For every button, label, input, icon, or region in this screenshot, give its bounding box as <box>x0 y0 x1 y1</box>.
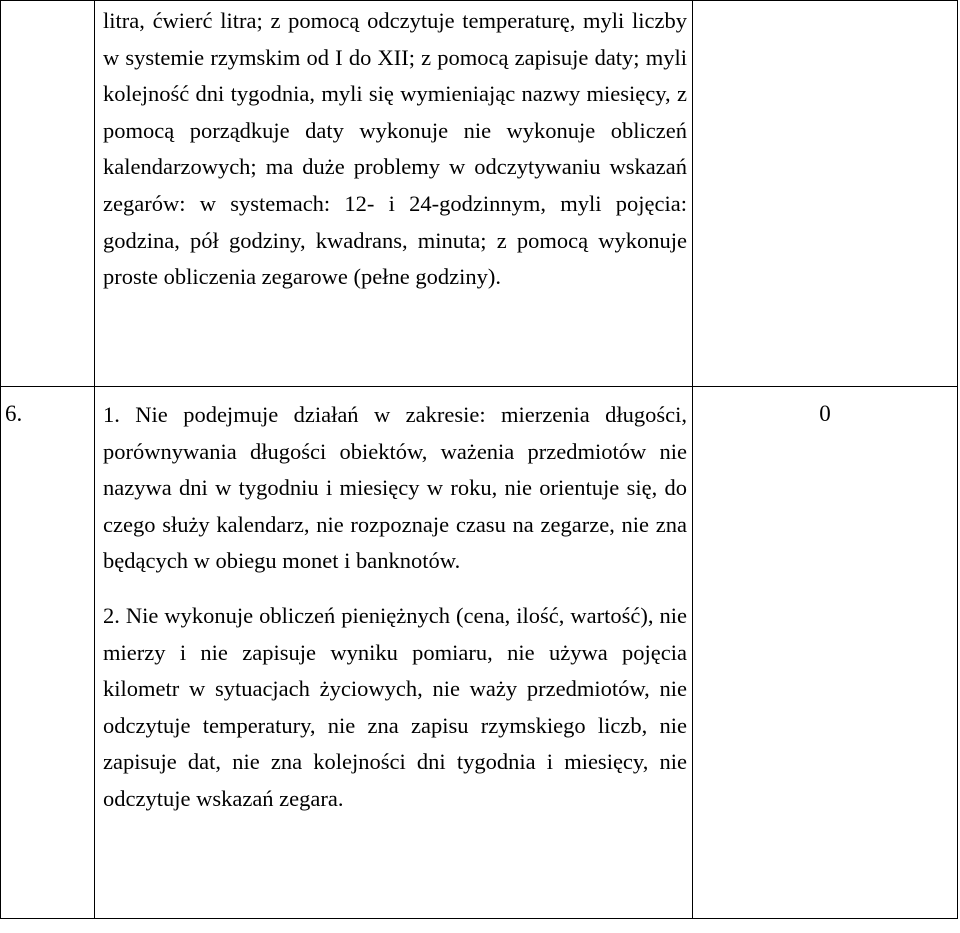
grade-value: 0 <box>819 401 831 426</box>
description-paragraph: 2. Nie wykonuje obliczeń pieniężnych (cena, ilość, wartość), nie mierzy i nie zapisuje wyniku pomiaru, nie używa pojęcia kilometr w sytuacjach życiowych, nie waży przedmiotów, nie odczytuje temperatury, nie zna zapisu rzymskiego liczb, nie zapisuje dat, nie zna kolejności dni tygodnia i miesięcy, nie odczytuje wskazań zegara. <box>103 602 687 811</box>
description-cell <box>95 1 693 387</box>
description-paragraph: 1. Nie podejmuje działań w zakresie: mierzenia długości, porównywania długości obiektów, ważenia przedmiotów nie nazywa dni w tygodniu i miesięcy w roku, nie orientuje się, do czego służy kalendarz, nie rozpoznaje czasu na zegarze, nie zna będących w obiegu monet i banknotów. <box>103 402 687 574</box>
row-number-cell <box>1 387 95 919</box>
table-row <box>1 1 958 387</box>
grade-cell <box>693 1 958 387</box>
row-number <box>1 1 94 10</box>
row-number: 6. <box>5 401 23 426</box>
description-cell <box>95 387 693 919</box>
description-paragraph: litra, ćwierć litra; z pomocą odczytuje temperaturę, myli liczby w systemie rzymskim od I do XII; z pomocą zapisuje daty; myli kolejność dni tygodnia, myli się wymieniając nazwy miesięcy, z pomocą porządkuje daty wykonuje nie wykonuje obliczeń kalendarzowych; ma duże problemy w odczytywaniu wskazań zegarów: w systemach: 12- i 24-godzinnym, myli pojęcia: godzina, pół godziny, kwadrans, minuta; z pomocą wykonuje proste obliczenia zegarowe (pełne godziny). <box>103 8 687 290</box>
row-number-cell <box>1 1 95 387</box>
table-row <box>1 387 958 919</box>
grade-value <box>693 1 957 10</box>
grade-cell <box>693 387 958 919</box>
